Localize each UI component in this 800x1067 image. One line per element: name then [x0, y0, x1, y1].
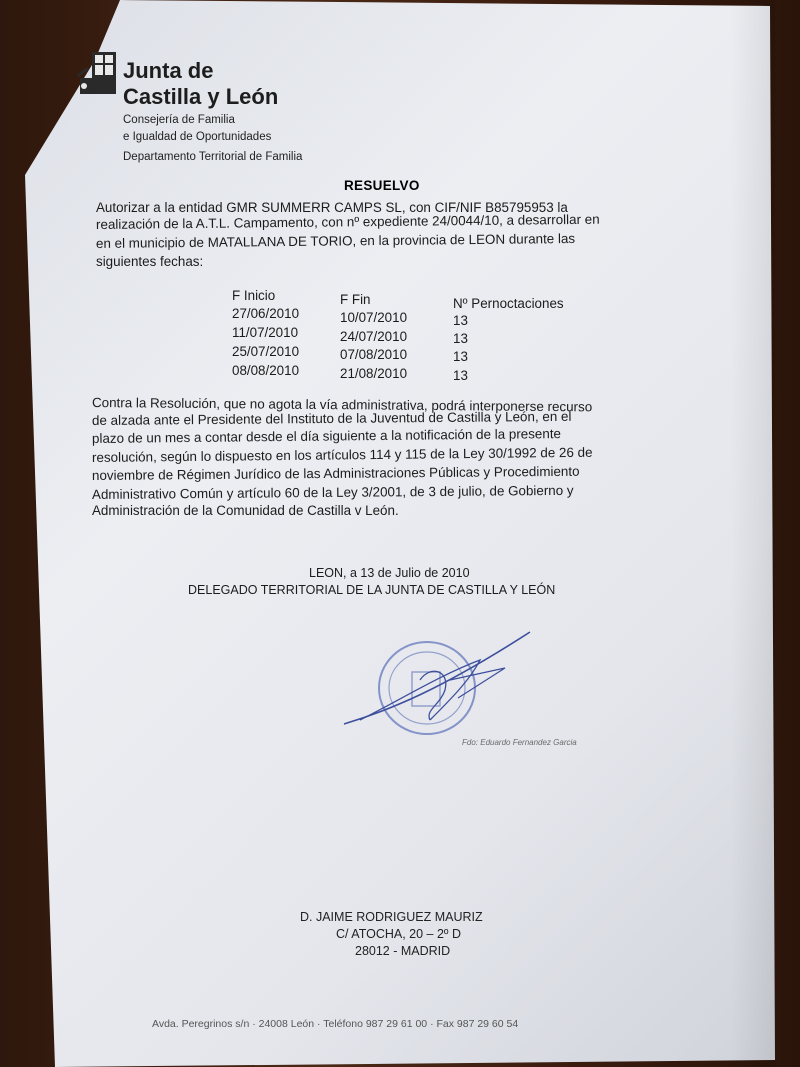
- department-line-1: Consejería de Familia: [123, 114, 235, 126]
- org-line-1: Junta de: [123, 58, 214, 83]
- recipient-city: 28012 - MADRID: [355, 944, 451, 958]
- coat-of-arms-logo-icon: [74, 48, 118, 98]
- document-heading: RESUELVO: [344, 178, 420, 193]
- table-cell: 08/08/2010: [232, 363, 300, 378]
- table-cell: 13: [453, 368, 468, 383]
- department-line-2: e Igualdad de Oportunidades: [123, 131, 272, 143]
- signer-title: DELEGADO TERRITORIAL DE LA JUNTA DE CASTILLA Y LEÓN: [188, 583, 556, 597]
- intro-line-4: siguientes fechas:: [96, 254, 204, 269]
- intro-line-2: realización de la A.T.L. Campamento, con nº expediente 24/0044/10, a desarrollar en: [95, 211, 600, 232]
- intro-line-1: Autorizar a la entidad GMR SUMMERR CAMPS SL, con CIF/NIF B85795953 la: [96, 200, 568, 215]
- signature-name: Fdo: Eduardo Fernandez Garcia: [462, 738, 577, 747]
- table-cell: 10/07/2010: [340, 310, 408, 325]
- legal-line-1: Contra la Resolución, que no agota la vía administrativa, podrá interponerse recurso: [91, 395, 593, 415]
- letterhead-footer: Avda. Peregrinos s/n · 24008 León · Teléfono 987 29 61 00 · Fax 987 29 60 54: [152, 1018, 519, 1030]
- intro-line-3: en el municipio de MATALLANA DE TORIO, en la provincia de LEON durante las: [95, 230, 576, 251]
- table-cell: 27/06/2010: [232, 306, 300, 321]
- table-cell: 11/07/2010: [232, 325, 299, 340]
- table-cell: 13: [453, 313, 468, 328]
- department-line-3: Departamento Territorial de Familia: [123, 151, 303, 163]
- legal-line-5: noviembre de Régimen Jurídico de las Administraciones Públicas y Procedimiento: [91, 463, 580, 483]
- table-cell: 25/07/2010: [232, 344, 300, 359]
- organization-title: [123, 58, 278, 110]
- recipient-name: D. JAIME RODRIGUEZ MAURIZ: [300, 910, 483, 924]
- table-cell: 21/08/2010: [340, 366, 408, 381]
- paper-shadow: [730, 0, 775, 1067]
- table-cell: 07/08/2010: [340, 347, 408, 362]
- stamp-icon: [330, 620, 550, 740]
- legal-line-3: plazo de un mes a contar desde el día siguiente a la notificación de la presente: [91, 426, 562, 446]
- recipient-street: C/ ATOCHA, 20 – 2º D: [336, 927, 461, 941]
- legal-line-4: resolución, según lo dispuesto en los artículos 114 y 115 de la Ley 30/1992 de 26 de: [91, 444, 593, 465]
- table-cell: 13: [453, 331, 468, 346]
- legal-line-2: de alzada ante el Presidente del Instituto de la Juventud de Castilla y León, en el: [91, 408, 572, 428]
- legal-line-6: Administrativo Común y artículo 60 de la Ley 3/2001, de 3 de julio, de Gobierno y: [91, 482, 574, 502]
- table-cell: 13: [453, 349, 468, 364]
- place-date: LEON, a 13 de Julio de 2010: [309, 566, 470, 580]
- table-header-nights: Nº Pernoctaciones: [453, 296, 564, 311]
- legal-line-7: Administración de la Comunidad de Castilla v León.: [92, 503, 399, 518]
- org-line-2: Castilla y León: [123, 84, 279, 109]
- official-stamp-and-signature: [330, 620, 550, 740]
- table-header-end: F Fin: [340, 292, 371, 307]
- table-header-start: F Inicio: [232, 288, 276, 303]
- table-cell: 24/07/2010: [340, 329, 408, 344]
